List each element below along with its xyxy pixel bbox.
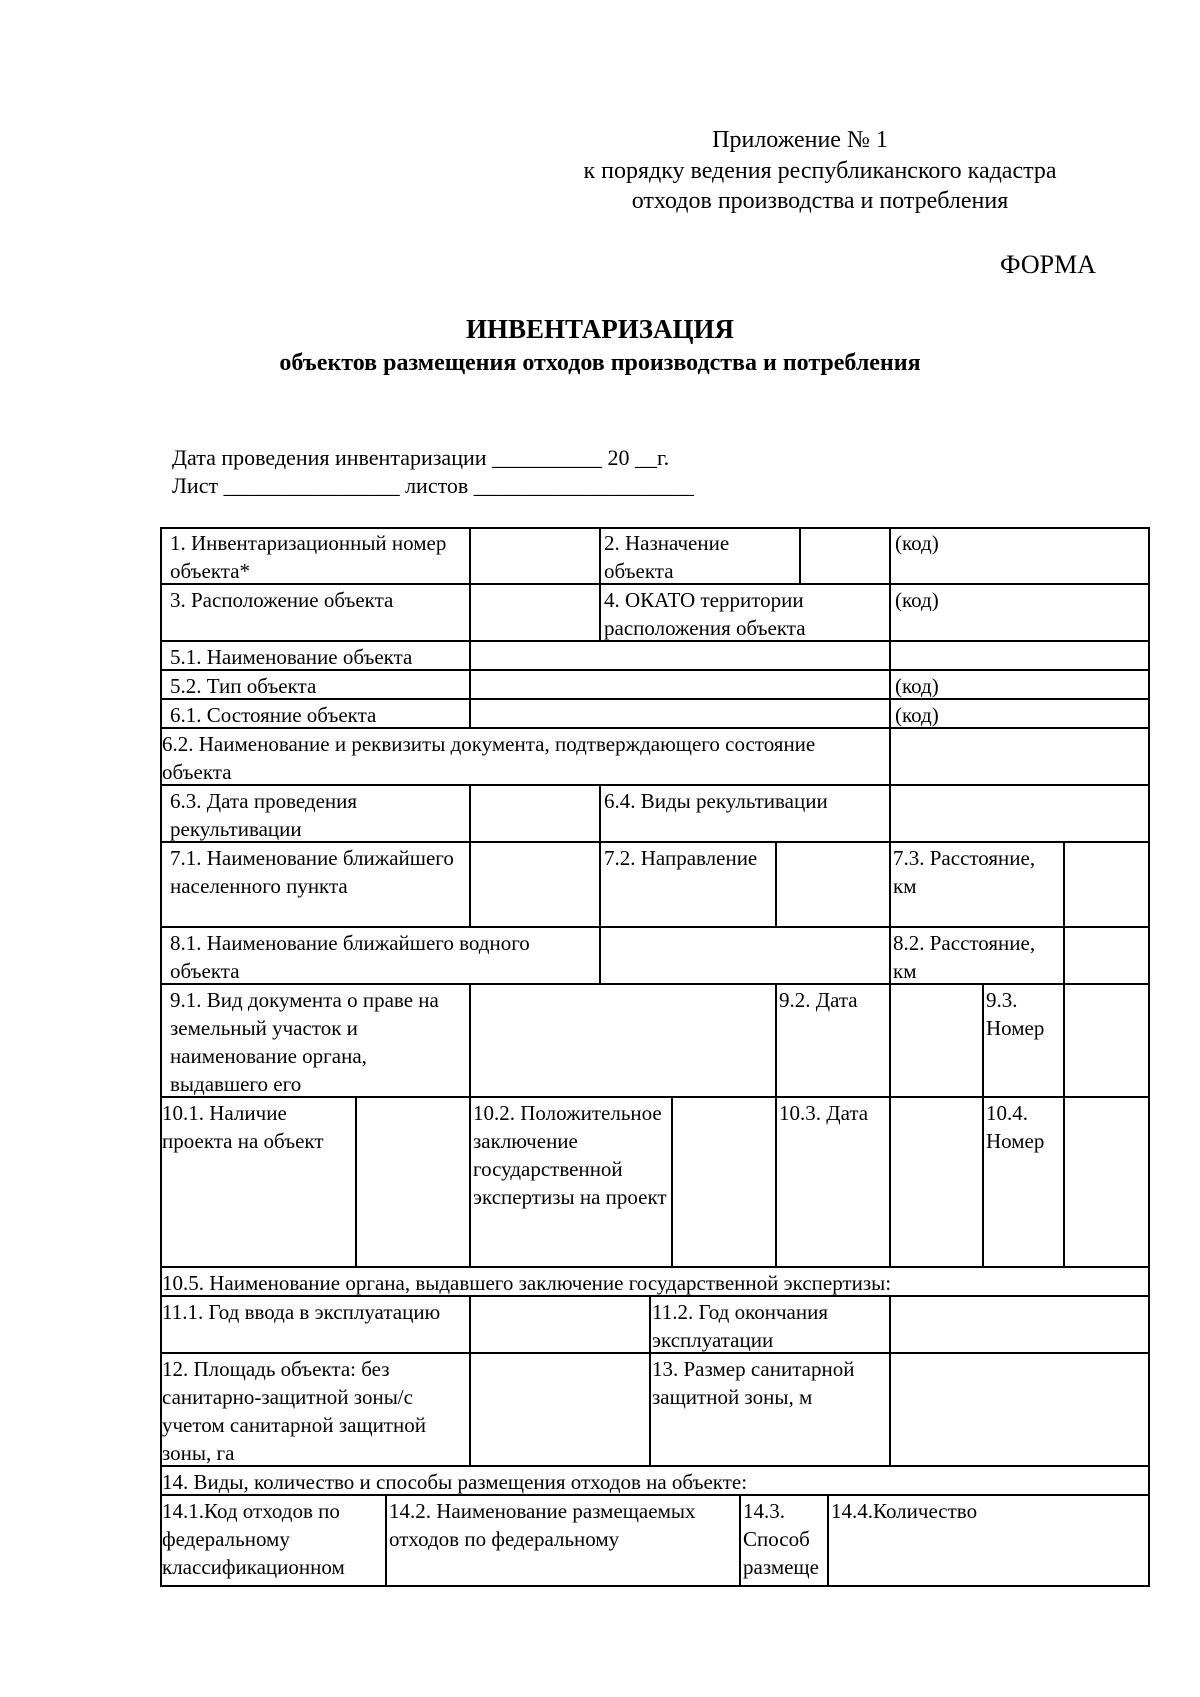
field-recultivation-types-label: 6.4. Виды рекультивации xyxy=(604,789,828,813)
document-subtitle: объектов размещения отходов производства и потребления xyxy=(279,350,921,376)
field-land-right-document-label: 9.1. Вид документа о праве на земельный участок и наименование органа, выдавшего его xyxy=(170,988,439,1096)
field-purpose-label: 2. Назначение объекта xyxy=(604,531,730,583)
column-waste-name-label: 14.2. Наименование размещаемых отходов по федеральному xyxy=(389,1499,696,1551)
field-inventory-number-label: 1. Инвентаризационный номер объекта* xyxy=(170,531,447,583)
purpose-code-label: (код) xyxy=(895,531,939,555)
appendix-line-3: отходов производства и потребления xyxy=(631,188,1009,214)
object-type-code-label: (код) xyxy=(895,674,939,698)
inventory-form-table xyxy=(160,527,1150,1587)
inventory-date-line: Дата проведения инвентаризации __________ 20 __г. xyxy=(172,445,670,470)
field-direction-label: 7.2. Направление xyxy=(604,846,758,870)
field-state-expertise-conclusion-label: 10.2. Положительное заключение государственной экспертизы на проект xyxy=(473,1101,667,1209)
form-label: ФОРМА xyxy=(1000,250,1096,279)
sheet-count-line: Лист ________________ листов ____________________ xyxy=(172,473,694,498)
field-land-doc-date-label: 9.2. Дата xyxy=(779,988,858,1012)
column-placement-method-label: 14.3. Способ размеще xyxy=(743,1499,819,1579)
field-object-name-label: 5.1. Наименование объекта xyxy=(170,645,413,669)
field-location-label: 3. Расположение объекта xyxy=(170,588,394,612)
field-okato-label: 4. ОКАТО территории расположения объекта xyxy=(604,588,806,640)
field-land-doc-number-label: 9.3. Номер xyxy=(986,988,1045,1040)
object-state-code-label: (код) xyxy=(895,703,939,727)
okato-code-label: (код) xyxy=(895,588,939,612)
field-recultivation-date-label: 6.3. Дата проведения рекультивации xyxy=(170,789,358,841)
field-waste-placement-section-label: 14. Виды, количество и способы размещения отходов на объекте: xyxy=(162,1470,748,1494)
field-object-type-label: 5.2. Тип объекта xyxy=(170,674,317,698)
field-object-area-label: 12. Площадь объекта: без санитарно-защитной зоны/с учетом санитарной защитной зоны, га xyxy=(162,1357,426,1465)
field-commissioning-year-label: 11.1. Год ввода в эксплуатацию xyxy=(162,1300,441,1324)
field-expertise-date-label: 10.3. Дата xyxy=(779,1101,869,1125)
field-decommissioning-year-label: 11.2. Год окончания эксплуатации xyxy=(652,1300,828,1352)
field-object-state-label: 6.1. Состояние объекта xyxy=(170,703,377,727)
column-quantity-label: 14.4.Количество xyxy=(831,1499,978,1523)
field-expertise-number-label: 10.4. Номер xyxy=(986,1101,1045,1153)
column-waste-code-label: 14.1.Код отходов по федеральному классификационном xyxy=(162,1499,345,1579)
field-expertise-authority-label: 10.5. Наименование органа, выдавшего заключение государственной экспертизы: xyxy=(162,1271,892,1295)
field-settlement-distance-label: 7.3. Расстояние, км xyxy=(893,846,1036,898)
field-project-availability-label: 10.1. Наличие проекта на объект xyxy=(162,1101,324,1153)
field-water-distance-label: 8.2. Расстояние, км xyxy=(893,931,1036,983)
appendix-line-2: к порядку ведения республиканского кадастра xyxy=(583,158,1057,184)
appendix-line-1: Приложение № 1 xyxy=(712,127,888,153)
field-nearest-water-body-label: 8.1. Наименование ближайшего водного объекта xyxy=(170,931,530,983)
field-nearest-settlement-label: 7.1. Наименование ближайшего населенного пункта xyxy=(170,846,454,898)
field-state-document-label: 6.2. Наименование и реквизиты документа, подтверждающего состояние объекта xyxy=(162,732,816,784)
field-sanitary-zone-size-label: 13. Размер санитарной защитной зоны, м xyxy=(652,1357,855,1409)
document-title: ИНВЕНТАРИЗАЦИЯ xyxy=(466,314,734,344)
